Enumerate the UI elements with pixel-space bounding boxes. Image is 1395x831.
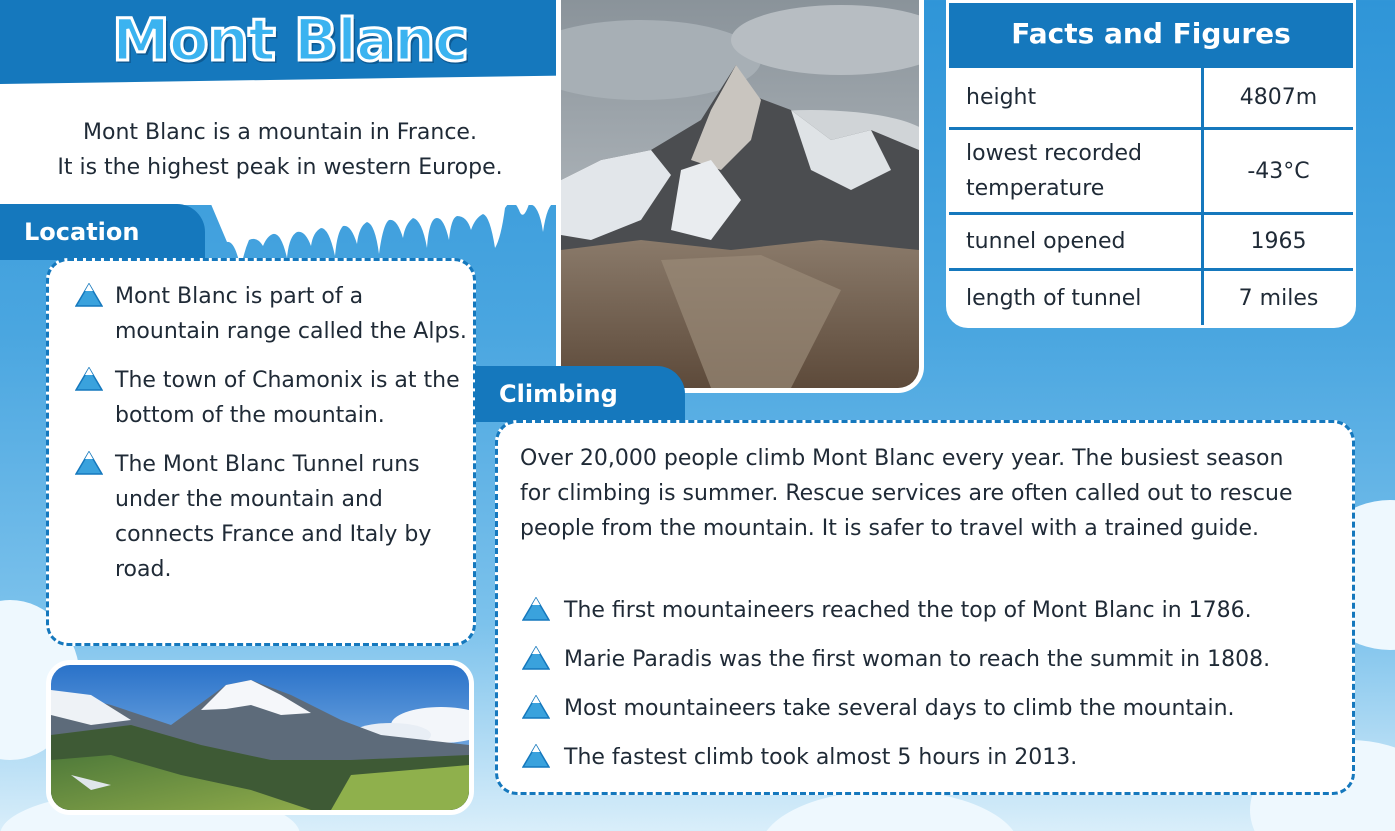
fact-value: 7 miles — [1238, 285, 1319, 311]
table-row — [949, 268, 1353, 325]
intro-line-2: It is the highest peak in western Europe. — [57, 155, 503, 180]
fact-label: lowest recorded temperature — [949, 130, 1204, 212]
table-row — [949, 127, 1353, 212]
location-item-text: The town of Chamonix is at the bottom of the mountain. — [115, 368, 460, 428]
mountain-triangle-icon — [522, 744, 550, 768]
fact-value: -43°C — [1247, 158, 1310, 184]
table-row — [949, 65, 1353, 127]
climbing-list — [498, 593, 1348, 789]
list-item — [498, 642, 1348, 677]
climbing-box — [495, 420, 1355, 795]
mountain-triangle-icon — [522, 597, 550, 621]
table-row — [949, 212, 1353, 268]
mountain-triangle-icon — [75, 283, 103, 307]
mountain-triangle-icon — [522, 646, 550, 670]
facts-table — [946, 0, 1356, 328]
fact-value: 1965 — [1250, 229, 1307, 254]
list-item — [498, 593, 1348, 628]
mountain-photo — [556, 0, 924, 393]
background-cloud — [760, 790, 1020, 831]
mountain-triangle-icon — [75, 451, 103, 475]
mountain-triangle-icon — [75, 367, 103, 391]
page-title: Mont Blanc — [112, 6, 468, 74]
valley-illustration — [51, 665, 469, 810]
location-heading: Location — [0, 204, 205, 260]
valley-photo — [46, 660, 474, 815]
location-box — [46, 258, 476, 646]
climbing-heading: Climbing — [475, 366, 685, 422]
location-item-text: The Mont Blanc Tunnel runs under the mountain and connects France and Italy by road. — [115, 452, 432, 582]
climbing-item-text: The fastest climb took almost 5 hours in 2013. — [564, 745, 1078, 770]
mountain-triangle-icon — [522, 695, 550, 719]
list-item — [49, 447, 469, 587]
climbing-item-text: Most mountaineers take several days to climb the mountain. — [564, 696, 1235, 721]
fact-label: length of tunnel — [949, 271, 1204, 325]
icicles-decoration — [205, 190, 555, 260]
fact-label: tunnel opened — [949, 215, 1204, 268]
climbing-item-text: Marie Paradis was the first woman to reach the summit in 1808. — [564, 647, 1271, 672]
location-list — [49, 279, 469, 601]
mountain-illustration — [561, 0, 919, 388]
list-item — [498, 691, 1348, 726]
facts-heading: Facts and Figures — [949, 3, 1353, 65]
list-item — [49, 363, 469, 433]
location-item-text: Mont Blanc is part of a mountain range called the Alps. — [115, 284, 467, 344]
climbing-item-text: The first mountaineers reached the top of Mont Blanc in 1786. — [564, 598, 1252, 623]
list-item — [49, 279, 469, 349]
list-item — [498, 740, 1348, 775]
climbing-paragraph: Over 20,000 people climb Mont Blanc every year. The busiest season for climbing is summer. Rescue services are often called out to rescue people from the mountain. It is safer to travel with a trained guide. — [520, 446, 1293, 541]
fact-label: height — [949, 68, 1204, 127]
intro-text — [20, 115, 540, 185]
intro-line-1: Mont Blanc is a mountain in France. — [83, 120, 477, 145]
fact-value: 4807m — [1239, 85, 1318, 110]
